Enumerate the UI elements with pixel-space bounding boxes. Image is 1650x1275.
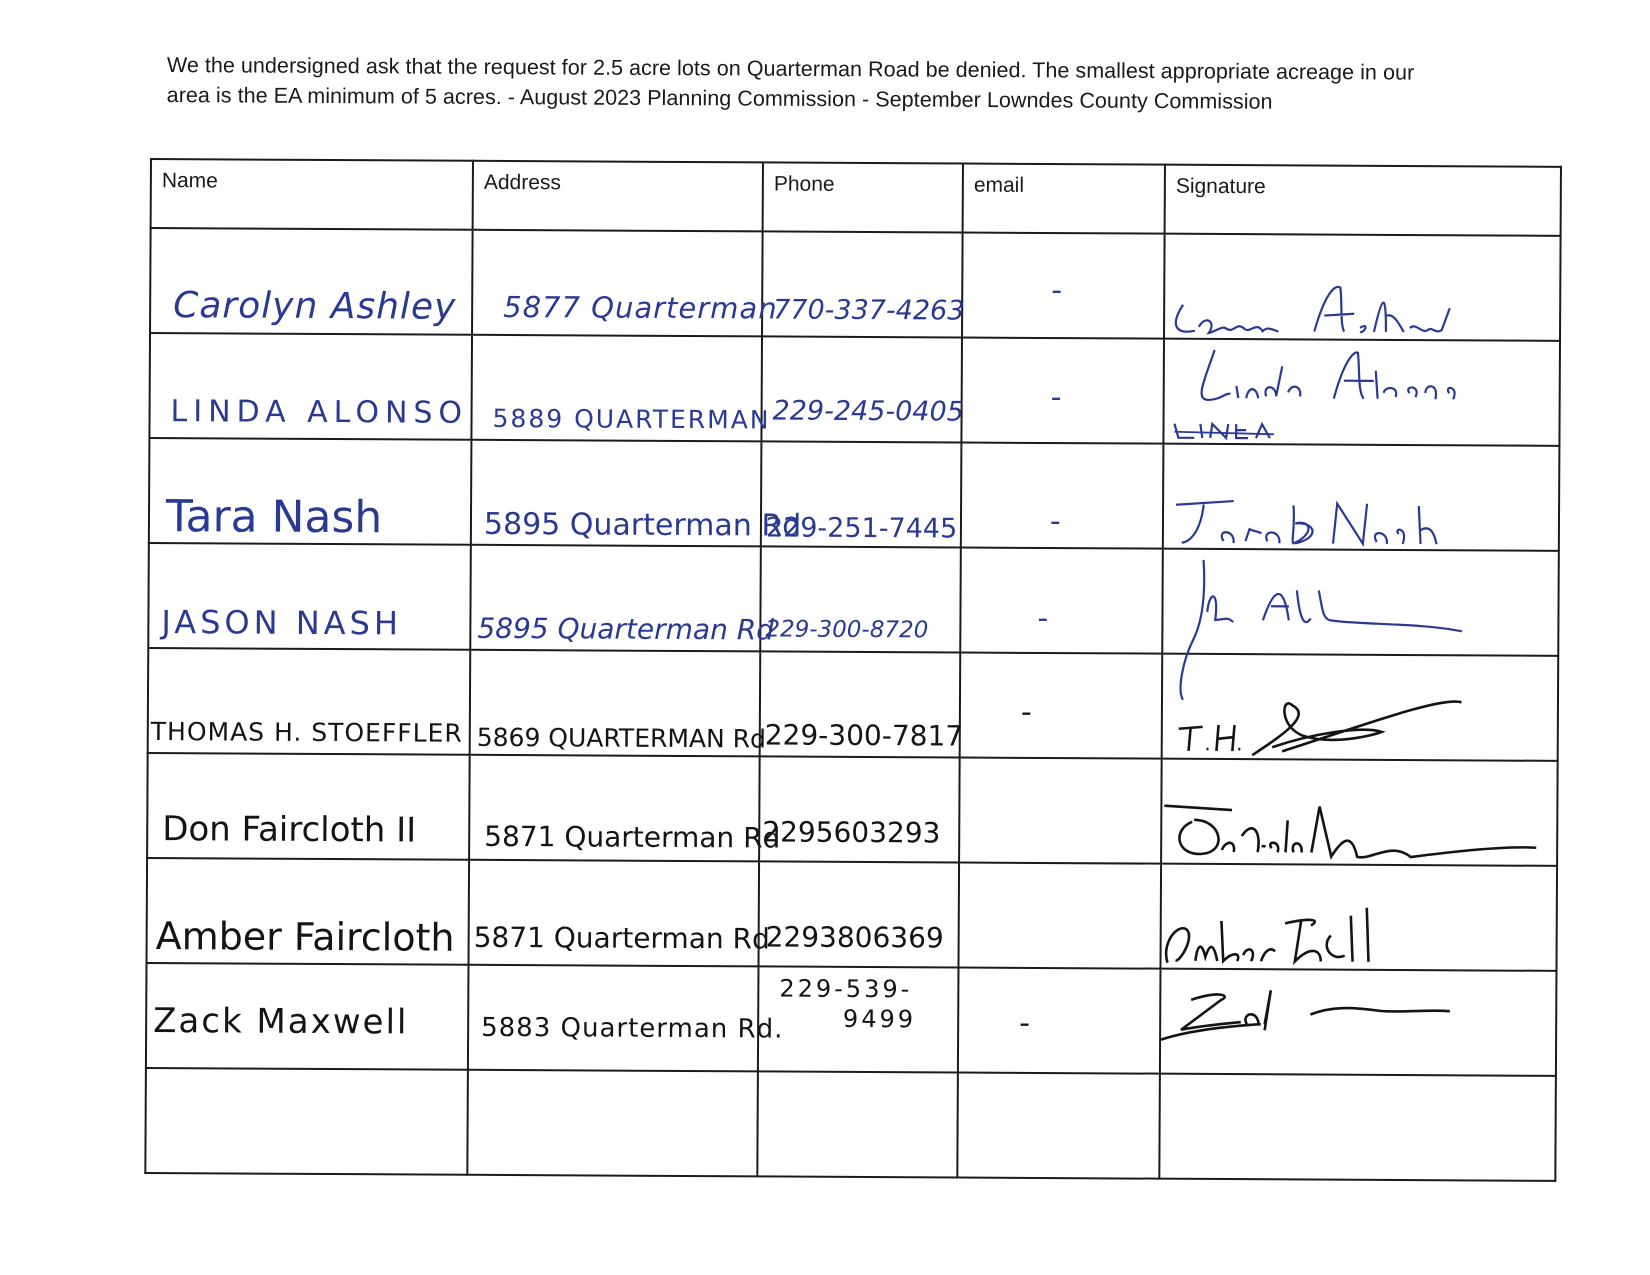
header-signature: Signature: [1165, 165, 1561, 236]
handwritten-address: 5877 Quarterman: [503, 289, 778, 326]
email-cell[interactable]: [960, 653, 1163, 759]
phone-cell[interactable]: [762, 231, 963, 337]
phone-cell[interactable]: [758, 966, 959, 1072]
signature-image: [1163, 655, 1558, 760]
address-cell[interactable]: [468, 860, 770, 967]
table-row: [146, 963, 1557, 1076]
petition-statement-line-2: area is the EA minimum of 5 acres. - August 2023 Planning Commission - September Lowndes County Commission: [166, 82, 1273, 114]
signature-cell[interactable]: [1159, 1074, 1556, 1181]
email-cell[interactable]: [958, 863, 1161, 969]
handwritten-phone: 770-337-4263: [773, 294, 965, 327]
table-row: [148, 648, 1559, 761]
email-cell[interactable]: [961, 443, 1164, 549]
address-cell[interactable]: [471, 440, 802, 547]
signature-cell[interactable]: [1162, 654, 1559, 761]
handwritten-name: Zack Maxwell: [153, 1001, 409, 1043]
handwritten-email: -: [1049, 503, 1061, 539]
petition-statement: [167, 50, 1507, 118]
signature-cell[interactable]: [1163, 444, 1560, 551]
email-cell[interactable]: [960, 548, 1163, 654]
handwritten-name: THOMAS H. STOEFFLER: [150, 717, 463, 748]
phone-cell[interactable]: [760, 546, 961, 652]
email-cell[interactable]: [961, 338, 1164, 444]
handwritten-name: Carolyn Ashley: [173, 285, 457, 328]
handwritten-name: JASON NASH: [161, 603, 403, 643]
email-cell[interactable]: [959, 758, 1162, 864]
name-cell[interactable]: [145, 1068, 468, 1175]
signature-sheet: [144, 158, 1560, 1182]
name-cell[interactable]: [146, 963, 469, 1070]
handwritten-phone: 229-251-7445: [765, 512, 958, 545]
signature-image: [1161, 970, 1556, 1075]
name-cell[interactable]: [147, 858, 470, 965]
handwritten-address: 5869 QUARTERMAN Rd: [476, 722, 767, 754]
handwritten-address: 5871 Quarterman Rd: [484, 819, 781, 855]
table-row: [147, 858, 1558, 971]
handwritten-name: LINDA ALONSO: [170, 394, 469, 431]
table-row: [145, 1068, 1556, 1181]
address-cell[interactable]: [470, 545, 775, 652]
header-phone: Phone: [763, 162, 963, 232]
signature-image: [1162, 760, 1557, 865]
handwritten-email: -: [1019, 1005, 1031, 1042]
signature-image: [1165, 235, 1560, 340]
table-row: [147, 753, 1558, 866]
handwritten-address: 5889 QUARTERMAN: [492, 403, 771, 435]
address-cell[interactable]: [467, 1070, 758, 1177]
address-cell[interactable]: [469, 755, 781, 862]
signature-image: [1163, 550, 1558, 655]
handwritten-address: 5883 Quarterman Rd.: [481, 1012, 784, 1045]
handwritten-name: Don Faircloth II: [162, 809, 417, 851]
handwritten-address: 5895 Quarterman Rd: [483, 506, 802, 544]
name-cell[interactable]: [148, 543, 471, 650]
table-row: [149, 333, 1560, 446]
table-row: [150, 228, 1561, 341]
phone-cell[interactable]: [761, 336, 962, 442]
email-cell[interactable]: [957, 1073, 1160, 1179]
handwritten-name: Tara Nash: [165, 491, 383, 544]
name-cell[interactable]: [149, 438, 472, 545]
phone-cell[interactable]: [760, 651, 964, 757]
address-cell[interactable]: [471, 335, 771, 442]
address-cell[interactable]: [470, 650, 767, 757]
handwritten-phone: 229-300-8720: [765, 616, 929, 644]
phone-cell[interactable]: [759, 756, 960, 862]
phone-cell[interactable]: [761, 441, 962, 547]
handwritten-email: -: [1050, 380, 1062, 416]
phone-cell[interactable]: [758, 861, 959, 967]
signature-cell[interactable]: [1160, 864, 1557, 971]
signature-image: [1164, 445, 1559, 550]
header-address: Address: [473, 161, 763, 232]
table-row: [149, 438, 1560, 551]
email-cell[interactable]: [958, 968, 1161, 1074]
header-name: Name: [151, 159, 473, 230]
signature-table: [144, 158, 1562, 1182]
handwritten-phone: 229-539- 9499: [779, 974, 917, 1034]
phone-cell[interactable]: [757, 1071, 958, 1177]
signature-cell[interactable]: [1161, 759, 1558, 866]
address-cell[interactable]: [472, 230, 778, 337]
signature-image: [1161, 865, 1556, 970]
name-cell[interactable]: [147, 753, 470, 860]
table-row: [148, 543, 1559, 656]
handwritten-phone: 2293806369: [765, 920, 944, 955]
signature-cell[interactable]: [1160, 969, 1557, 1076]
address-cell[interactable]: [468, 965, 784, 1072]
handwritten-phone: 229-245-0405: [772, 395, 964, 428]
handwritten-address: 5895 Quarterman Rd: [477, 611, 775, 647]
handwritten-phone: 2295603293: [762, 815, 941, 850]
header-email: email: [963, 164, 1165, 234]
signature-image: [1164, 340, 1559, 445]
petition-statement-line-1: We the undersigned ask that the request for 2.5 acre lots on Quarterman Road be denied. The smallest appropriate acreage in our: [166, 52, 1415, 85]
signature-cell[interactable]: [1162, 549, 1559, 656]
handwritten-email: -: [1051, 273, 1063, 309]
name-cell[interactable]: [148, 648, 471, 755]
email-cell[interactable]: [962, 233, 1165, 339]
name-cell[interactable]: [149, 333, 472, 440]
handwritten-name: Amber Faircloth: [155, 914, 455, 960]
signature-cell[interactable]: [1163, 339, 1560, 446]
header-row: [151, 159, 1561, 236]
signature-cell[interactable]: [1164, 234, 1561, 341]
handwritten-email: -: [1037, 600, 1049, 636]
handwritten-address: 5871 Quarterman Rd: [473, 920, 770, 956]
handwritten-phone: 229-300-7817: [764, 718, 964, 753]
name-cell[interactable]: [150, 228, 473, 335]
handwritten-email: -: [1020, 695, 1032, 731]
